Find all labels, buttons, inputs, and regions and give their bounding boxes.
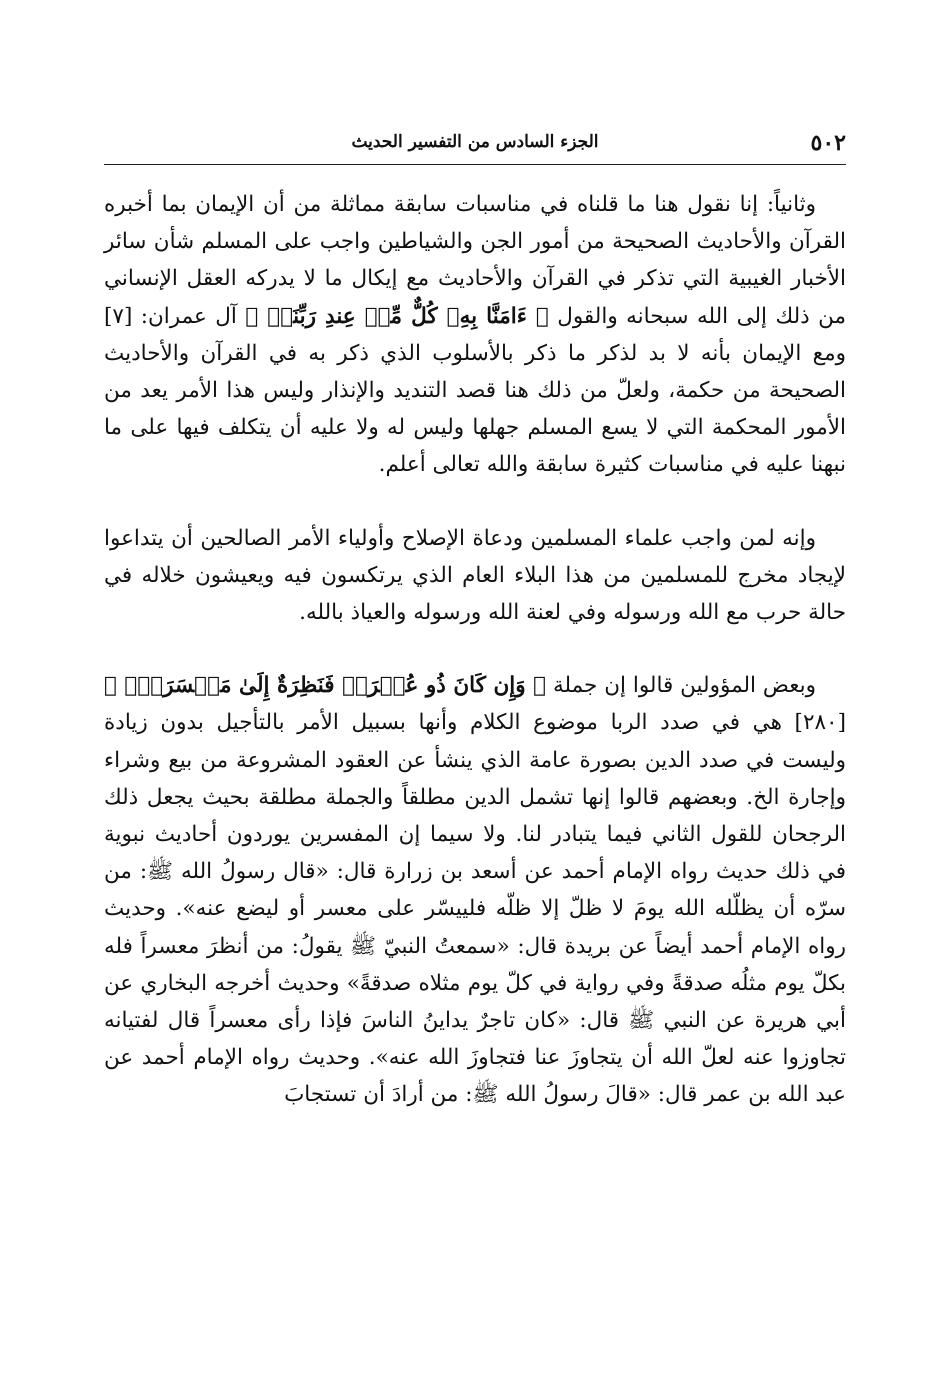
- running-title: الجزء السادس من التفسير الحديث: [351, 132, 599, 152]
- paragraph-1-text-a: وثانياً: إنا نقول هنا ما قلناه في مناسبات سابقة مماثلة من أن الإيمان بما أخبره القرآن والأحاديث الصحيحة من أمور الجن والشياطين واجب على المسلم شأن سائر الأخبار الغيبية التي تذكر في القرآن والأحاديث مع إيكال ما لا يدركه العقل الإنساني من ذلك إلى الله سبحانه والقول: [104, 192, 846, 329]
- quran-verse-1: ﴿ ءَامَنَّا بِهِۦ كُلٌّ مِّنۡ عِندِ رَبِّنَاۗ ﴾: [245, 303, 549, 329]
- paragraph-3-text-b: [٢٨٠] هي في صدد الربا موضوع الكلام وأنها بسبيل الأمر بالتأجيل بدون زيادة وليست في صدد الدين بصورة عامة الذي ينشأ عن العقود المشروعة من بيع وشراء وإجارة الخ. وبعضهم قالوا إنها تشمل الدين مطلقاً والجملة مطلقة بحيث يجعل ذلك الرجحان للقول الثاني فيما يتبادر لنا. ولا سيما إن المفسرين يوردون أحاديث نبوية في ذلك حديث رواه الإمام أحمد عن أسعد بن زرارة قال: «قال رسولُ الله ﷺ: من سرّه أن يظلّله الله يومَ لا ظلّ إلا ظلّه فلييسّر على معسر أو ليضع عنه». وحديث رواه الإمام أحمد أيضاً عن بريدة قال: «سمعتُ النبيّ ﷺ يقولُ: من أنظرَ معسراً فله بكلّ يوم مثلُه صدقةً وفي رواية في كلّ يوم مثلاه صدقةً» وحديث أخرجه البخاري عن أبي هريرة عن النبي ﷺ قال: «كان تاجرٌ يداينُ الناسَ فإذا رأى معسراً قال لفتيانه تجاوزوا عنه لعلّ الله أن يتجاوزَ عنا فتجاوزَ الله عنه». وحديث رواه الإمام أحمد عن عبد الله بن عمر قال: «قالَ رسولُ الله ﷺ: من أرادَ أن تستجابَ: [104, 710, 846, 1108]
- paragraph-1: [104, 186, 846, 484]
- paragraph-2: [104, 520, 846, 632]
- quran-verse-2: ﴿ وَإِن كَانَ ذُو عُسۡرَةٖ فَنَظِرَةٌ إِلَىٰ مَيۡسَرَةٖۚ ﴾: [104, 673, 547, 699]
- page-number: ٥٠٢: [810, 130, 846, 156]
- paragraph-3-text-a: وبعض المؤولين قالوا إن جملة: [546, 673, 816, 699]
- paragraph-3: [104, 667, 846, 1113]
- page-body: [104, 186, 846, 1114]
- page-header: [104, 128, 846, 162]
- paragraph-1-text-b: آل عمران: [٧] ومع الإيمان بأنه لا بد لذكر ما ذكر بالأسلوب الذي ذكر به في القرآن والأحاديث الصحيحة من حكمة، ولعلّ من ذلك هنا قصد التنديد والإنذار وليس هذا الأمر يعد من الأمور المحكمة التي لا يسع المسلم جهلها وليس له ولا عليه أن يتكلف فيها على ما نبهنا عليه في مناسبات كثيرة سابقة والله تعالى أعلم.: [104, 303, 846, 478]
- paragraph-2-text: وإنه لمن واجب علماء المسلمين ودعاة الإصلاح وأولياء الأمر الصالحين أن يتداعوا لإيجاد مخرج للمسلمين من هذا البلاء العام الذي يرتكسون فيه ويعيشون خلاله في حالة حرب مع الله ورسوله وفي لعنة الله ورسوله والعياذ بالله.: [104, 525, 846, 626]
- header-rule: [104, 164, 846, 165]
